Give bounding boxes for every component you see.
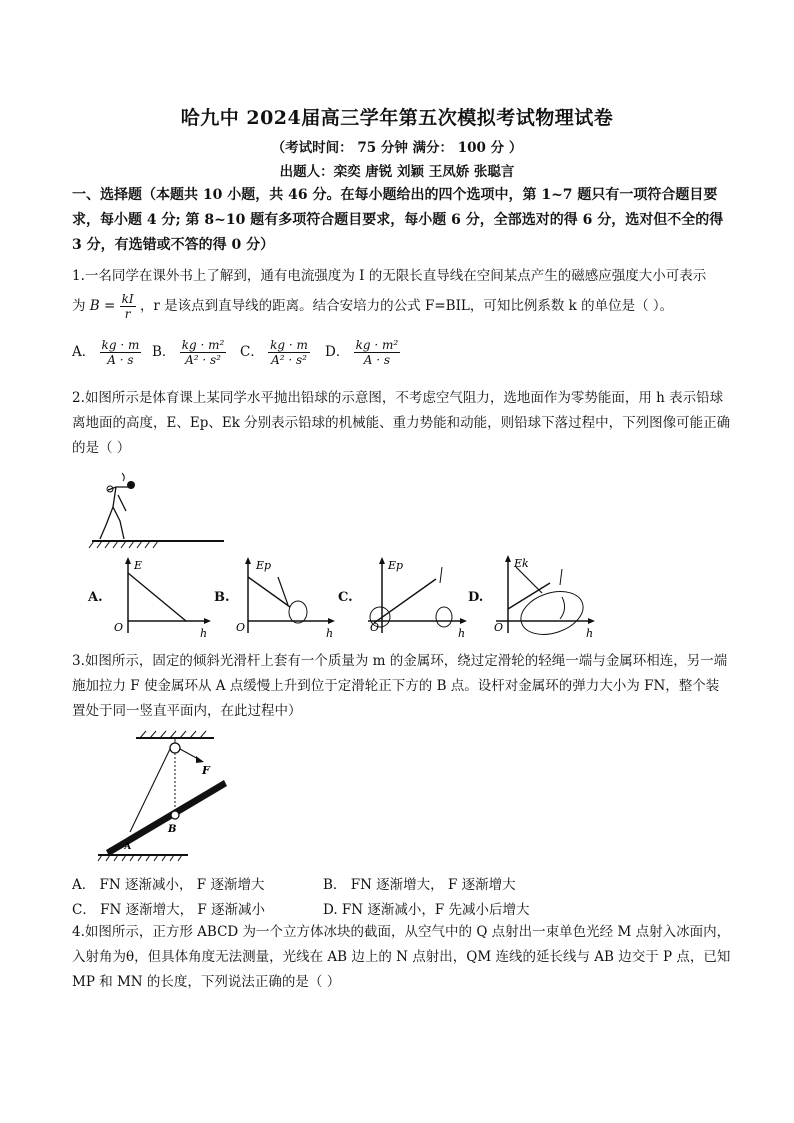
q3-fig-f: F xyxy=(202,764,210,777)
q2-graph-c-ylabel: Ep xyxy=(388,559,404,572)
section-heading: 一、选择题（本题共 10 小题，共 46 分。在每小题给出的四个选项中，第 1~7 题只有一项符合题目要求，每小题 4 分; 第 8~10 题有多项符合题目要求，每小题 6 分，全部选对的得 6 分，选对但不全的得 3 分，有选错或不答的得 0 分） xyxy=(72,187,724,253)
q1-option-a-den: A · s xyxy=(107,353,134,367)
q1-formula-lhs: B = xyxy=(89,298,116,314)
q1-line2-a: 为 xyxy=(72,298,86,314)
q2-graph-d-origin: O xyxy=(494,621,504,634)
q2-graph-b-letter[interactable]: B. xyxy=(214,590,230,605)
q2-graph-b-ylabel: Ep xyxy=(256,559,272,572)
q2-graph-c-letter[interactable]: C. xyxy=(338,590,353,605)
q2-graph-c-origin: O xyxy=(370,621,380,634)
q1-option-d-letter: D． xyxy=(325,344,350,360)
q2-graph-a-origin: O xyxy=(114,621,124,634)
q1-option-a[interactable] xyxy=(72,338,141,367)
q1-option-c-den: A² · s² xyxy=(271,353,307,367)
exam-authors: 出题人：栾奕 唐锐 刘颖 王凤娇 张聪言 xyxy=(279,164,515,180)
q2-graph-a-letter[interactable]: A. xyxy=(88,590,103,605)
q2-graph-b-origin: O xyxy=(236,621,246,634)
q1-option-b-num: kg · m² xyxy=(181,338,225,352)
q2-graph-b xyxy=(234,555,339,640)
q2-graph-a-ylabel: E xyxy=(134,559,143,572)
q2-graph-a-xlabel: h xyxy=(200,627,208,640)
q2-graph-c-xlabel: h xyxy=(458,627,466,640)
q3-pulley-figure xyxy=(96,728,236,863)
q1-option-a-letter: A． xyxy=(72,344,96,360)
q2-text: 2.如图所示是体育课上某同学水平抛出铅球的示意图，不考虑空气阻力，选地面作为零势能面，用 h 表示铅球离地面的高度，E、Ep、Ek 分别表示铅球的机械能、重力势能和动能，则铅球下落过程中，下列图像可能正确的是（ ） xyxy=(72,390,731,456)
q2-graph-d-letter[interactable]: D. xyxy=(468,590,484,605)
q2-graph-a xyxy=(108,555,213,640)
q2-graph-c xyxy=(360,555,470,640)
q1-option-c-letter: C． xyxy=(240,344,264,360)
exam-title: 哈九中 2024届高三学年第五次模拟考试物理试卷 xyxy=(180,107,614,129)
q3-option-d[interactable]: D. FN 逐渐减小，F 先减小后增大 xyxy=(323,902,530,918)
q3-option-b[interactable]: B． FN 逐渐增大， F 逐渐增大 xyxy=(323,877,516,893)
q2-graph-d-ylabel: Ek xyxy=(514,557,529,570)
q3-option-a[interactable]: A． FN 逐渐减小， F 逐渐增大 xyxy=(72,877,265,893)
q3-fig-b: B xyxy=(168,824,177,835)
q1-option-b-den: A² · s² xyxy=(185,353,221,367)
q1-option-a-num: kg · m xyxy=(101,338,140,352)
exam-info: （考试时间： 75 分钟 满分： 100 分 ） xyxy=(271,140,523,156)
q4-text: 4.如图所示，正方形 ABCD 为一个立方体冰块的截面，从空气中的 Q 点射出一束单色光经 M 点射入冰面内，入射角为θ，但具体角度无法测量，光线在 AB 边上的 N 点射出，QM 连线的延长线与 AB 边交于 P 点，已知 MP 和 MN 的长度，下列说法正确的是（ ） xyxy=(72,924,731,990)
q2-graph-d-xlabel: h xyxy=(586,627,594,640)
q1-line1: 1.一名同学在课外书上了解到，通有电流强度为 I 的无限长直导线在空间某点产生的磁感应强度大小可表示 xyxy=(72,268,707,284)
q2-graph-b-xlabel: h xyxy=(326,627,334,640)
q1-option-d-num: kg · m² xyxy=(355,338,399,352)
q1-option-d-den: A · s xyxy=(363,353,391,367)
q1-line2 xyxy=(72,292,673,321)
shot-put-figure xyxy=(88,465,228,550)
q1-option-c[interactable] xyxy=(240,338,310,367)
q2-graph-d xyxy=(490,553,600,640)
q3-text: 3.如图所示，固定的倾斜光滑杆上套有一个质量为 m 的金属环，绕过定滑轮的轻绳一端与金属环相连，另一端施加拉力 F 使金属环从 A 点缓慢上升到位于定滑轮正下方的 B 点。设杆对金属环的弹力大小为 FN，整个装置处于同一竖直平面内，在此过程中） xyxy=(72,653,728,719)
q1-formula-den: r xyxy=(124,307,131,321)
q3-fig-a: A xyxy=(124,842,131,852)
q1-formula-frac xyxy=(120,292,136,321)
q1-option-c-num: kg · m xyxy=(270,338,308,352)
q1-formula-num: kI xyxy=(121,292,134,306)
q1-option-d[interactable] xyxy=(325,338,400,367)
q1-line2-b: ，r 是该点到直导线的距离。结合安培力的公式 F=BIL，可知比例系数 k 的单位是（ ）。 xyxy=(139,298,674,314)
q1-option-b[interactable] xyxy=(152,338,226,367)
q1-option-b-letter: B． xyxy=(152,344,176,360)
q3-option-c[interactable]: C． FN 逐渐增大， F 逐渐减小 xyxy=(72,902,266,918)
